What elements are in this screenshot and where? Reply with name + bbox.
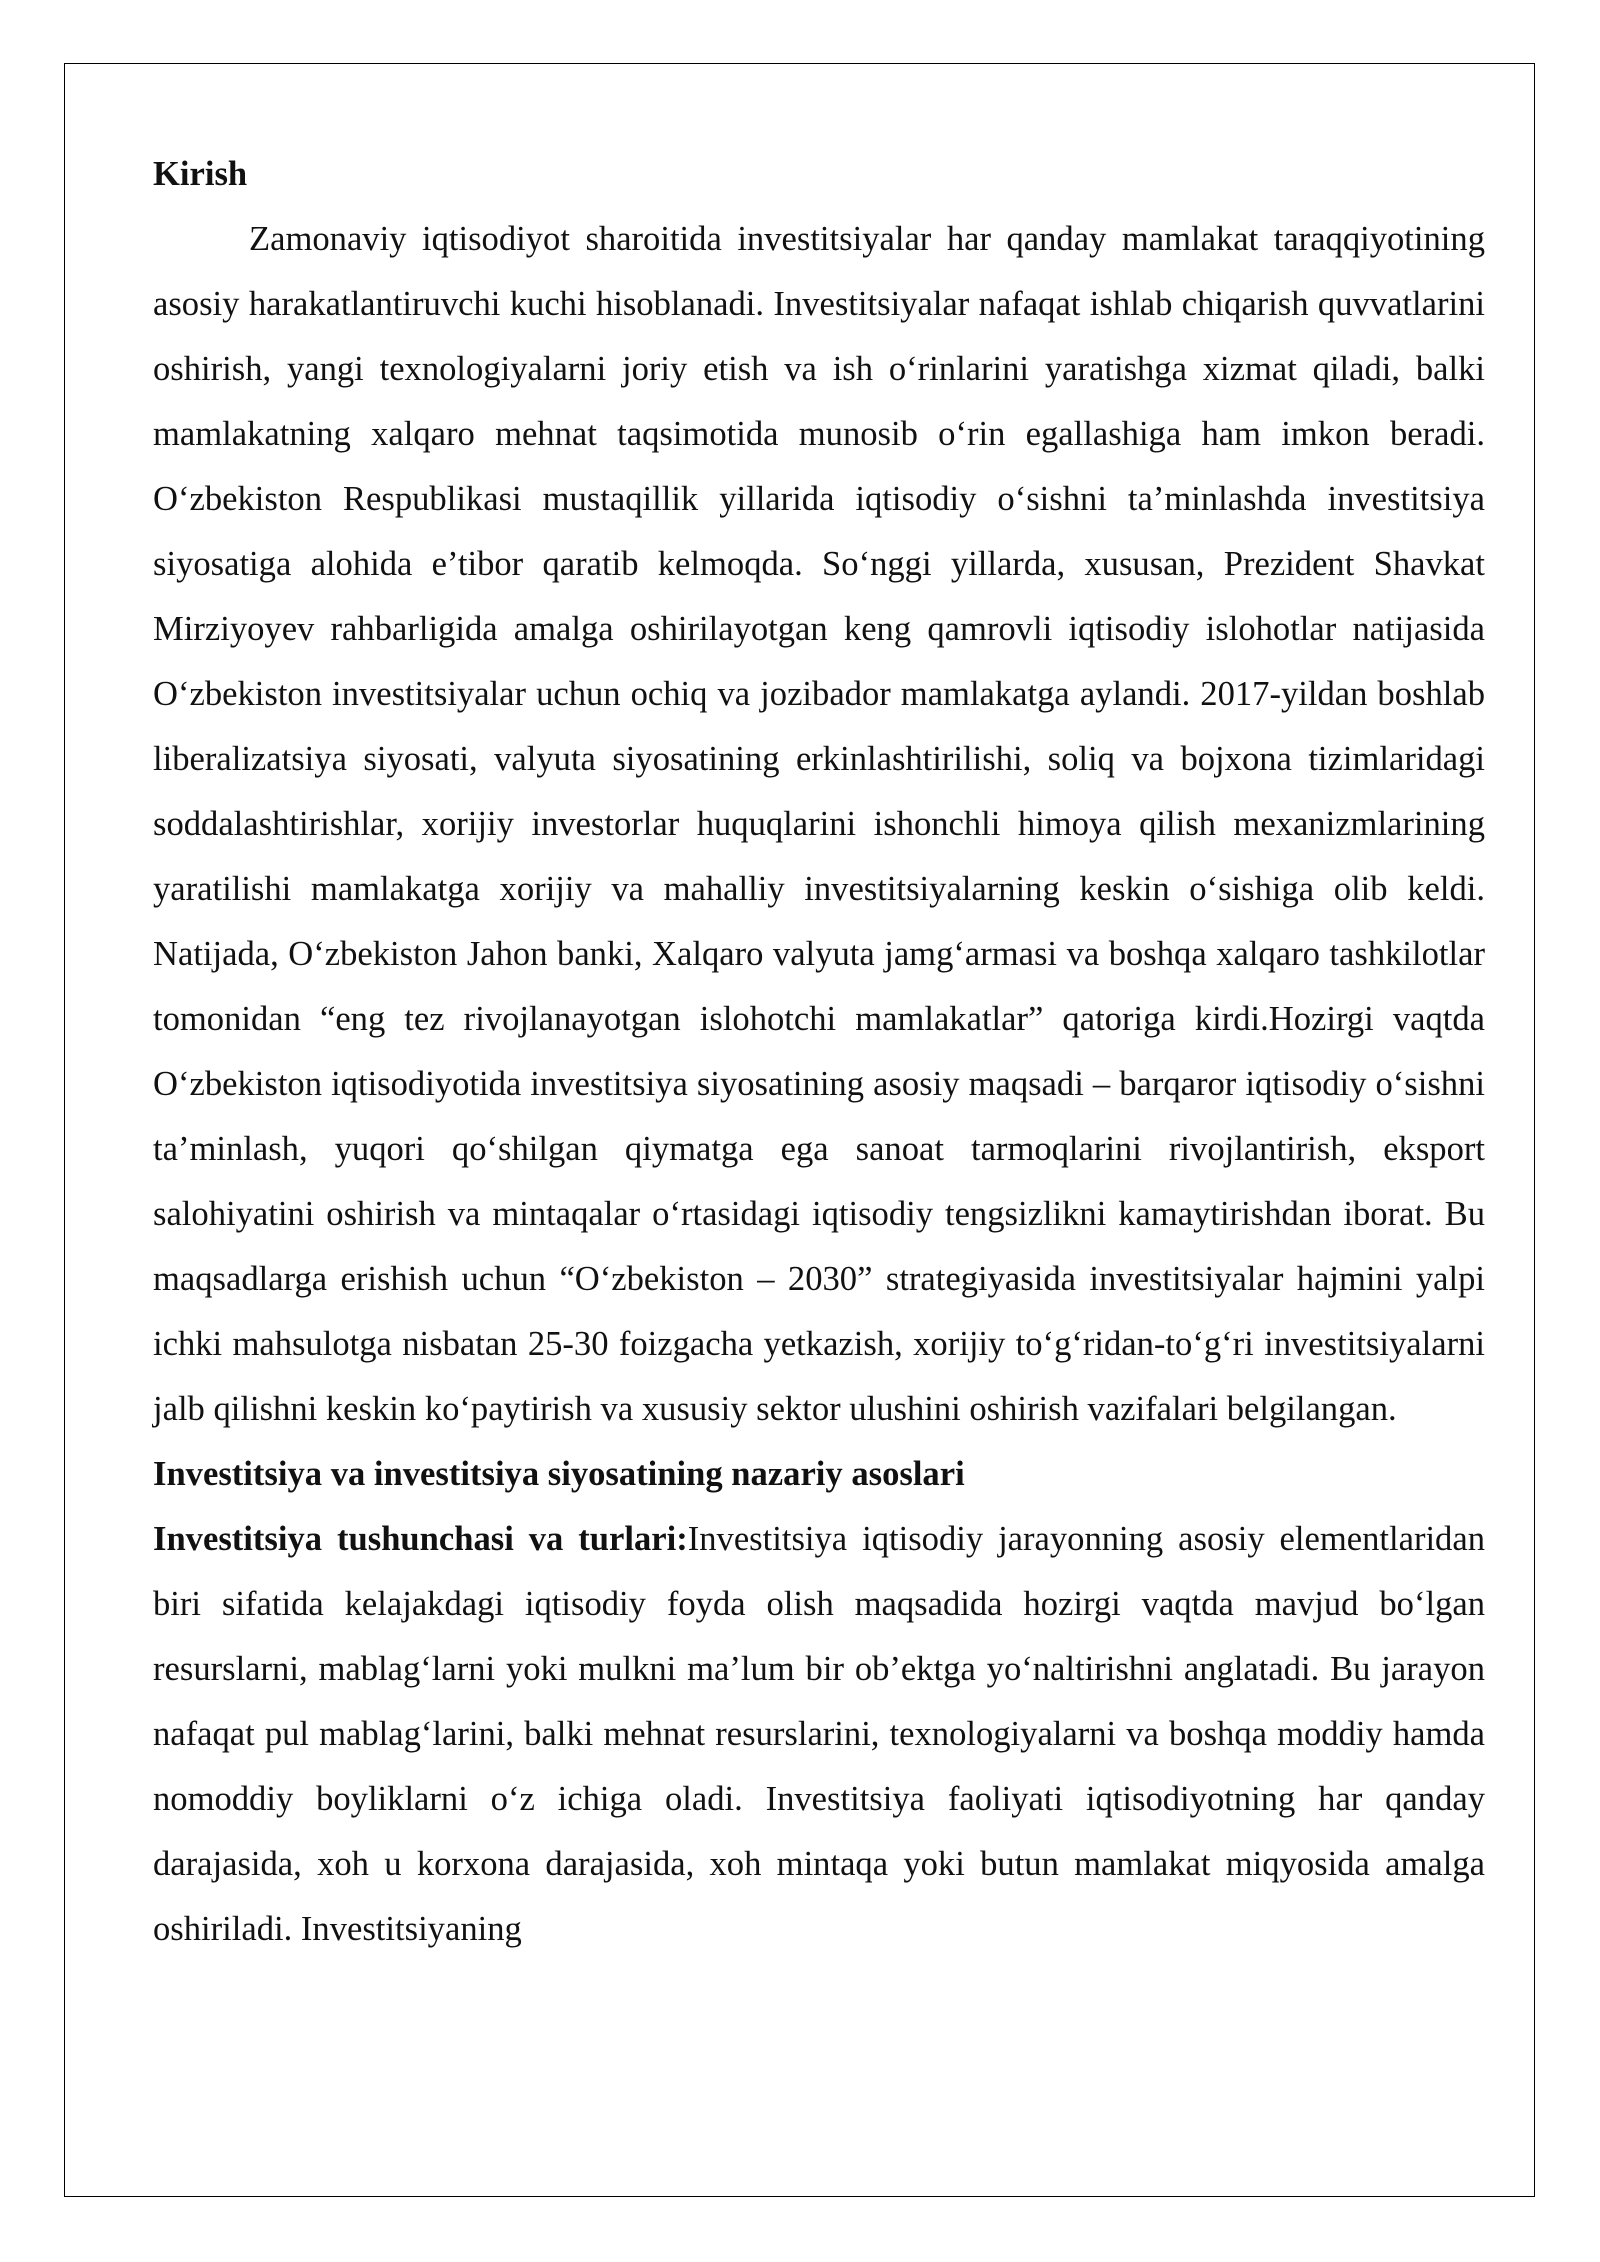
intro-paragraph: Zamonaviy iqtisodiyot sharoitida investitsiyalar har qanday mamlakat taraqqiyotining asosiy harakatlantiruvchi kuchi hisoblanadi. Investitsiyalar nafaqat ishlab chiqarish quvvatlarini oshirish, yangi texnologiyalarni joriy etish va ish o‘rinlarini yaratishga xizmat qiladi, balki mamlakatning xalqaro mehnat taqsimotida munosib o‘rin egallashiga ham imkon beradi. O‘zbekiston Respublikasi mustaqillik yillarida iqtisodiy o‘sishni ta’minlashda investitsiya siyosatiga alohida e’tibor qaratib kelmoqda. So‘nggi yillarda, xususan, Prezident Shavkat Mirziyoyev rahbarligida amalga oshirilayotgan keng qamrovli iqtisodiy islohotlar natijasida O‘zbekiston investitsiyalar uchun ochiq va jozibador mamlakatga aylandi. 2017-yildan boshlab liberalizatsiya siyosati, valyuta siyosatining erkinlashtirilishi, soliq va bojxona tizimlaridagi soddalashtirishlar, xorijiy investorlar huquqlarini ishonchli himoya qilish mexanizmlarining yaratilishi mamlakatga xorijiy va mahalliy investitsiyalarning keskin o‘sishiga olib keldi. Natijada, O‘zbekiston Jahon banki, Xalqaro valyuta jamg‘armasi va boshqa xalqaro tashkilotlar tomonidan “eng tez rivojlanayotgan islohotchi mamlakatlar” qatoriga kirdi.Hozirgi vaqtda O‘zbekiston iqtisodiyotida investitsiya siyosatining asosiy maqsadi – barqaror iqtisodiy o‘sishni ta’minlash, yuqori qo‘shilgan qiymatga ega sanoat tarmoqlarini rivojlantirish, eksport salohiyatini oshirish va mintaqalar o‘rtasidagi iqtisodiy tengsizlikni kamaytirishdan iborat. Bu maqsadlarga erishish uchun “O‘zbekiston – 2030” strategiyasida investitsiyalar hajmini yalpi ichki mahsulotga nisbatan 25-30 foizgacha yetkazish, xorijiy to‘g‘ridan-to‘g‘ri investitsiyalarni jalb qilishni keskin ko‘paytirish va xususiy sektor ulushini oshirish vazifalari belgilangan. [153, 220, 1485, 1428]
subsection-label: Investitsiya tushunchasi va turlari: [153, 1520, 688, 1558]
document-heading: Kirish [153, 155, 248, 193]
subsection-paragraph [153, 1507, 1485, 1962]
subsection-text: Investitsiya iqtisodiy jarayonning asosiy elementlaridan biri sifatida kelajakdagi iqtisodiy foyda olish maqsadida hozirgi vaqtda mavjud bo‘lgan resurslarni, mablag‘larni yoki mulkni ma’lum bir ob’ektga yo‘naltirishni anglatadi. Bu jarayon nafaqat pul mablag‘larini, balki mehnat resurslarini, texnologiyalarni va boshqa moddiy hamda nomoddiy boyliklarni o‘z ichiga oladi. Investitsiya faoliyati iqtisodiyotning har qanday darajasida, xoh u korxona darajasida, xoh mintaqa yoki butun mamlakat miqyosida amalga oshiriladi. Investitsiyaning [153, 1520, 1485, 1948]
section-heading: Investitsiya va investitsiya siyosatining nazariy asoslari [153, 1455, 965, 1493]
document-body [153, 142, 1485, 1962]
